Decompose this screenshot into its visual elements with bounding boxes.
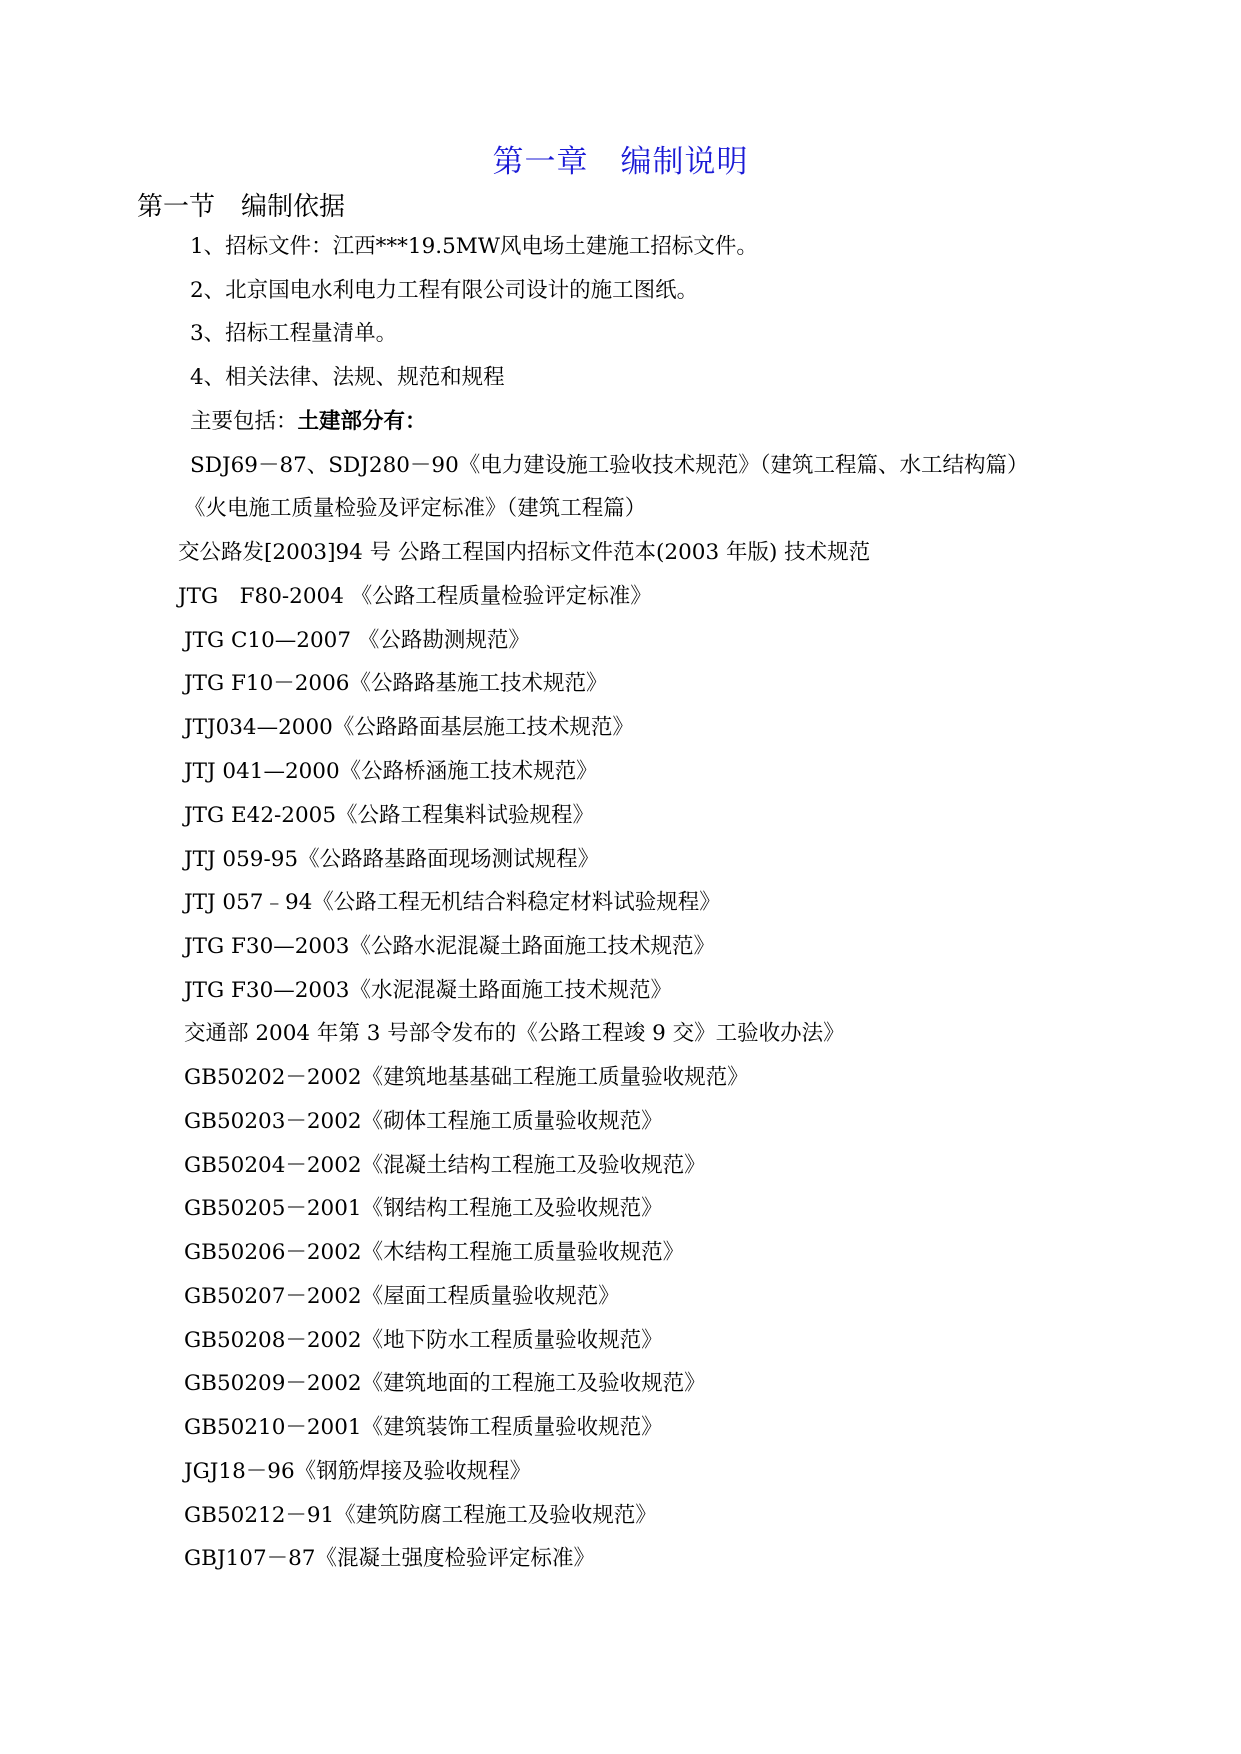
- standard-item: JTG F30—2003《公路水泥混凝土路面施工技术规范》: [184, 934, 715, 959]
- standard-item: JTG F30—2003《水泥混凝土路面施工技术规范》: [184, 978, 672, 1003]
- main-include-bold: 土建部分有：: [297, 409, 427, 434]
- main-include-line: [190, 411, 427, 433]
- standard-item: JTG F80-2004 《公路工程质量检验评定标准》: [178, 584, 652, 609]
- standard-item: GBJ107－87《混凝土强度检验评定标准》: [184, 1546, 595, 1571]
- standard-item: GB50209－2002《建筑地面的工程施工及验收规范》: [184, 1371, 706, 1396]
- standard-item: 交公路发[2003]94 号 公路工程国内招标文件范本(2003 年版) 技术规范: [178, 540, 871, 565]
- standard-item: GB50203－2002《砌体工程施工质量验收规范》: [184, 1109, 663, 1134]
- standard-item: JTG F10－2006《公路路基施工技术规范》: [184, 671, 608, 696]
- chapter-title: 第一章 编制说明: [492, 144, 749, 180]
- standard-item: GB50208－2002《地下防水工程质量验收规范》: [184, 1328, 663, 1353]
- standard-item: GB50206－2002《木结构工程施工质量验收规范》: [184, 1240, 685, 1265]
- standard-item: GB50210－2001《建筑装饰工程质量验收规范》: [184, 1415, 663, 1440]
- standard-item: SDJ69－87、SDJ280－90《电力建设施工验收技术规范》（建筑工程篇、水工结构篇）: [190, 453, 1029, 478]
- standard-item: 《火电施工质量检验及评定标准》（建筑工程篇）: [184, 496, 647, 521]
- standard-item: JGJ18－96《钢筋焊接及验收规程》: [184, 1459, 532, 1484]
- standard-item: JTJ 041—2000《公路桥涵施工技术规范》: [184, 759, 598, 784]
- basis-item: 2、北京国电水利电力工程有限公司设计的施工图纸。: [190, 278, 699, 303]
- standard-item: JTJ034—2000《公路路面基层施工技术规范》: [184, 715, 634, 740]
- standard-item: JTG C10—2007 《公路勘测规范》: [184, 628, 530, 653]
- standard-item: JTJ 057﹣94《公路工程无机结合料稳定材料试验规程》: [184, 890, 721, 915]
- standard-item: 交通部 2004 年第 3 号部令发布的《公路工程竣 9 交》工验收办法》: [184, 1021, 845, 1046]
- standard-item: GB50212－91《建筑防腐工程施工及验收规范》: [184, 1503, 657, 1528]
- basis-item: 1、招标文件：江西***19.5MW风电场土建施工招标文件。: [190, 234, 758, 259]
- standard-item: JTJ 059-95《公路路基路面现场测试规程》: [184, 847, 600, 872]
- standard-item: GB50207－2002《屋面工程质量验收规范》: [184, 1284, 620, 1309]
- standard-item: GB50202－2002《建筑地基基础工程施工质量验收规范》: [184, 1065, 749, 1090]
- standard-item: GB50205－2001《钢结构工程施工及验收规范》: [184, 1196, 663, 1221]
- standard-item: GB50204－2002《混凝土结构工程施工及验收规范》: [184, 1153, 706, 1178]
- section-title: 第一节 编制依据: [137, 192, 346, 222]
- basis-item: 4、相关法律、法规、规范和规程: [190, 365, 505, 390]
- standard-item: JTG E42-2005《公路工程集料试验规程》: [184, 803, 595, 828]
- main-include-prefix: 主要包括：: [190, 409, 298, 434]
- basis-item: 3、招标工程量清单。: [190, 321, 398, 346]
